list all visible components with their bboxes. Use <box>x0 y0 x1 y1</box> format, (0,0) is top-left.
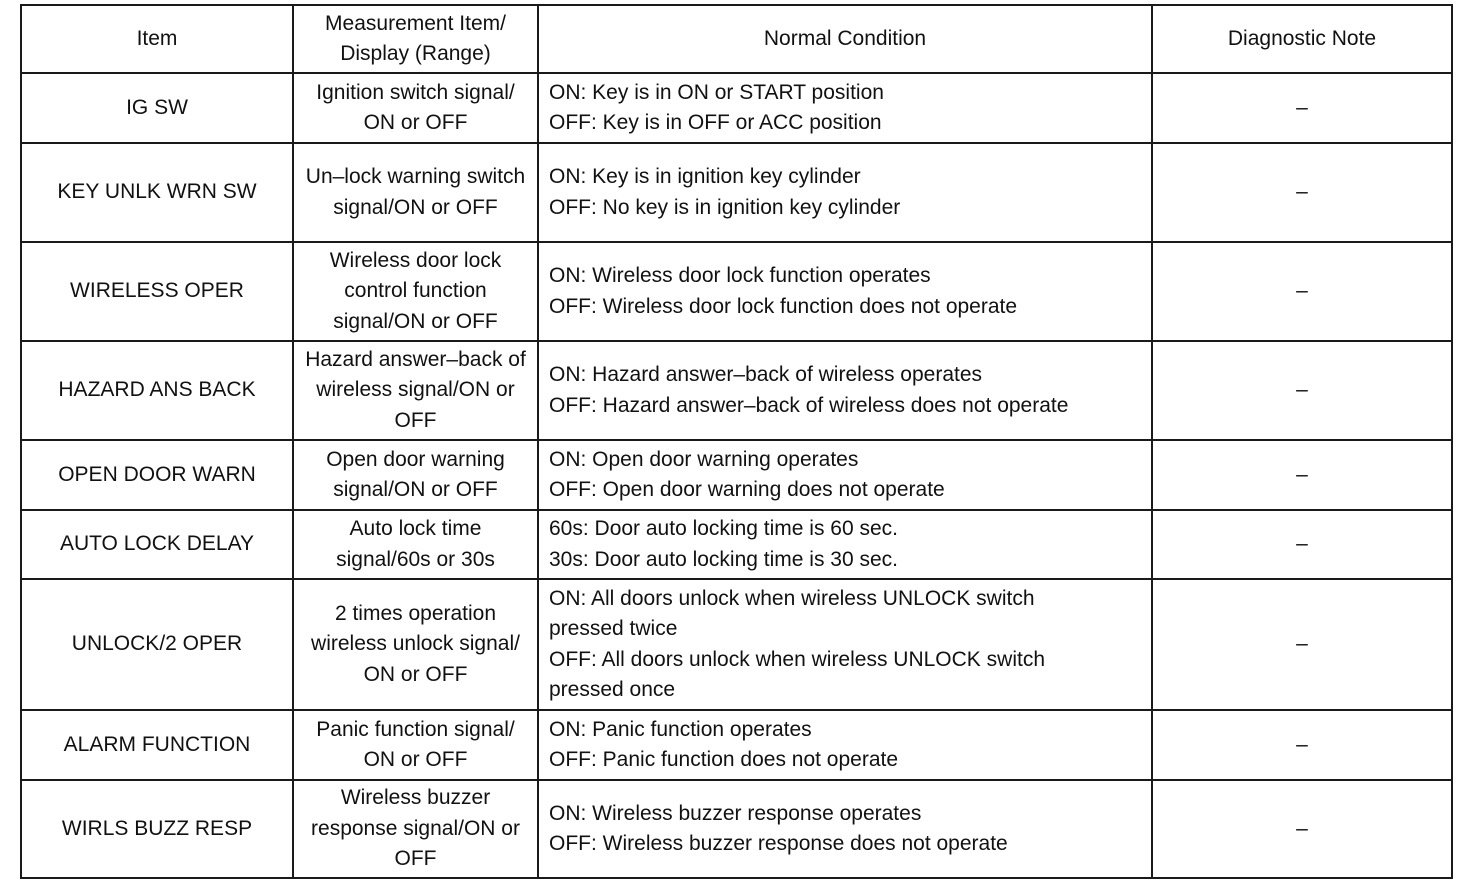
note-cell: – <box>1152 510 1452 579</box>
table-row <box>21 242 1452 341</box>
table-row <box>21 73 1452 143</box>
note-cell: – <box>1152 73 1452 143</box>
condition-line: OFF: Hazard answer–back of wireless does not operate <box>549 393 1069 417</box>
item-cell: OPEN DOOR WARN <box>21 440 293 510</box>
table-row <box>21 579 1452 710</box>
measurement-cell: Open door warning signal/ON or OFF <box>293 440 538 510</box>
condition-line: ON: Key is in ignition key cylinder <box>549 165 861 188</box>
condition-line: ON: All doors unlock when wireless UNLOCK switch <box>549 586 1035 610</box>
condition-line: OFF: Wireless door lock function does not operate <box>549 294 1018 318</box>
condition-cell <box>538 579 1152 710</box>
condition-cell <box>538 710 1152 780</box>
header-item: Item <box>21 5 293 73</box>
item-cell: UNLOCK/2 OPER <box>21 579 293 710</box>
condition-cell <box>538 73 1152 143</box>
condition-line: OFF: Panic function does not operate <box>549 748 899 771</box>
header-row <box>21 5 1452 73</box>
item-cell: WIRLS BUZZ RESP <box>21 780 293 878</box>
table-row <box>21 440 1452 510</box>
condition-cell <box>538 341 1152 440</box>
note-cell: – <box>1152 242 1452 341</box>
measurement-cell: Ignition switch signal/ ON or OFF <box>293 73 538 143</box>
item-cell: AUTO LOCK DELAY <box>21 510 293 579</box>
condition-line: ON: Wireless buzzer response operates <box>549 801 922 825</box>
condition-cell <box>538 780 1152 878</box>
condition-line: OFF: Key is in OFF or ACC position <box>549 111 882 134</box>
condition-cell <box>538 143 1152 242</box>
measurement-cell: Hazard answer–back of wireless signal/ON or OFF <box>293 341 538 440</box>
header-measurement-line2: Display (Range) <box>340 42 491 65</box>
measurement-cell: Panic function signal/ ON or OFF <box>293 710 538 780</box>
note-cell: – <box>1152 341 1452 440</box>
measurement-cell: 2 times operation wireless unlock signal/ ON or OFF <box>293 579 538 710</box>
table-row <box>21 780 1452 878</box>
item-cell: WIRELESS OPER <box>21 242 293 341</box>
measurement-cell: Wireless buzzer response signal/ON or OFF <box>293 780 538 878</box>
note-cell: – <box>1152 710 1452 780</box>
table-row <box>21 143 1452 242</box>
condition-line: 60s: Door auto locking time is 60 sec. <box>549 517 899 540</box>
condition-cell <box>538 440 1152 510</box>
note-cell: – <box>1152 579 1452 710</box>
condition-line: OFF: No key is in ignition key cylinder <box>549 195 901 219</box>
condition-line: ON: Panic function operates <box>549 717 812 741</box>
condition-line: pressed twice <box>549 617 678 640</box>
condition-line: OFF: Wireless buzzer response does not operate <box>549 832 1008 855</box>
condition-line: OFF: All doors unlock when wireless UNLOCK switch <box>549 647 1045 671</box>
condition-cell <box>538 242 1152 341</box>
measurement-cell: Un–lock warning switch signal/ON or OFF <box>293 143 538 242</box>
condition-line: ON: Open door warning operates <box>549 447 859 471</box>
data-monitor-table <box>20 4 1453 879</box>
condition-cell <box>538 510 1152 579</box>
item-cell: HAZARD ANS BACK <box>21 341 293 440</box>
condition-line: OFF: Open door warning does not operate <box>549 478 945 501</box>
condition-line: ON: Key is in ON or START position <box>549 80 884 104</box>
table-row <box>21 341 1452 440</box>
header-measurement-line1: Measurement Item/ <box>325 11 506 35</box>
note-cell: – <box>1152 143 1452 242</box>
condition-line: 30s: Door auto locking time is 30 sec. <box>549 547 899 571</box>
note-cell: – <box>1152 440 1452 510</box>
condition-line: ON: Hazard answer–back of wireless operates <box>549 363 983 386</box>
table-row <box>21 710 1452 780</box>
item-cell: ALARM FUNCTION <box>21 710 293 780</box>
header-condition: Normal Condition <box>538 5 1152 73</box>
header-note: Diagnostic Note <box>1152 5 1452 73</box>
condition-line: pressed once <box>549 678 676 701</box>
item-cell: IG SW <box>21 73 293 143</box>
condition-line: ON: Wireless door lock function operates <box>549 264 931 287</box>
measurement-cell: Wireless door lock control function signal/ON or OFF <box>293 242 538 341</box>
table-row <box>21 510 1452 579</box>
header-measurement <box>293 5 538 73</box>
note-cell: – <box>1152 780 1452 878</box>
item-cell: KEY UNLK WRN SW <box>21 143 293 242</box>
measurement-cell: Auto lock time signal/60s or 30s <box>293 510 538 579</box>
